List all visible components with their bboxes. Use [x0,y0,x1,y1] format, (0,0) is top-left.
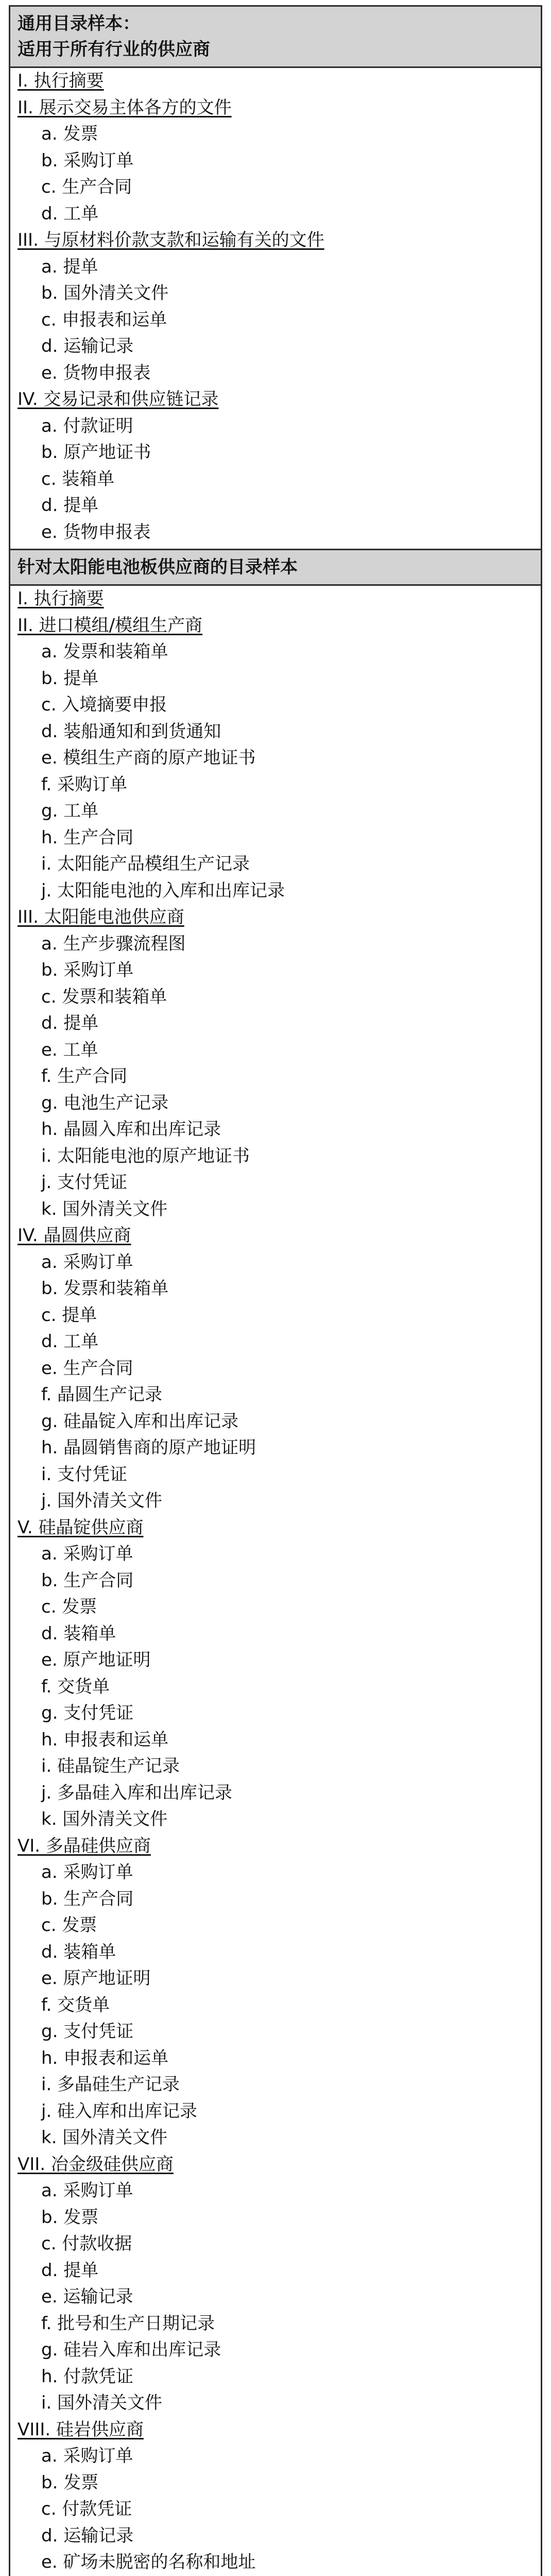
toc-heading-text: III. 与原材料价款支款和运输有关的文件 [18,230,324,250]
toc-item [10,1621,541,1648]
toc-item-text: i. 支付凭证 [41,1464,128,1485]
toc-item [10,1647,541,1674]
toc-table [9,5,542,2576]
toc-item [10,2019,541,2045]
toc-item-text: b. 采购订单 [41,960,134,980]
toc-item [10,1090,541,1117]
toc-item-text: b. 发票和装箱单 [41,1278,169,1299]
toc-item-text: j. 硅入库和出库记录 [41,2100,198,2122]
toc-item-text: h. 晶圆销售商的原产地证明 [41,1437,256,1458]
toc-item-text: h. 申报表和运单 [41,1729,169,1750]
toc-item-text: c. 申报表和运单 [41,309,167,330]
toc-item-text: d. 提单 [41,2260,99,2281]
toc-item [10,1063,541,1090]
toc-item-text: c. 付款收据 [41,2233,132,2254]
toc-item-text: k. 国外清关文件 [41,1809,168,1829]
toc-item-text: g. 支付凭证 [41,2021,134,2042]
toc-heading [10,1223,541,1249]
toc-item-text: b. 原产地证书 [41,442,151,463]
toc-item [10,1409,541,1435]
toc-item-text: e. 货物申报表 [41,362,151,383]
toc-item [10,121,541,148]
toc-item [10,1488,541,1515]
toc-heading-text: II. 进口模组/模组生产商 [18,615,203,636]
toc-heading-text: VII. 冶金级硅供应商 [18,2154,174,2175]
toc-item [10,174,541,201]
toc-item [10,1700,541,1727]
toc-item-text: a. 付款证明 [41,415,133,436]
toc-heading-text: IV. 交易记录和供应链记录 [18,389,219,410]
toc-item-text: c. 生产合同 [41,177,132,197]
toc-item-text: g. 电池生产记录 [41,1092,169,1113]
toc-item-text: b. 生产合同 [41,1888,134,1909]
toc-item-text: e. 生产合同 [41,1358,133,1379]
toc-item [10,466,541,493]
toc-item-text: e. 矿场未脱密的名称和地址 [41,2552,256,2572]
toc-item [10,519,541,546]
toc-heading-text: VI. 多晶硅供应商 [18,1835,151,1856]
toc-item [10,2443,541,2470]
toc-item [10,1170,541,1196]
general-section-header [10,7,541,68]
toc-item-text: d. 装船通知和到货通知 [41,721,221,742]
toc-item [10,851,541,878]
toc-item [10,1249,541,1276]
toc-item-text: c. 装箱单 [41,468,115,489]
toc-item [10,333,541,360]
toc-item-text: b. 发票 [41,2207,99,2228]
toc-item [10,1806,541,1833]
toc-item [10,1886,541,1913]
toc-item-text: k. 国外清关文件 [41,1198,168,1219]
toc-item-text: f. 批号和生产日期记录 [41,2313,215,2334]
toc-item [10,1037,541,1064]
toc-item [10,280,541,307]
toc-item [10,1355,541,1382]
toc-item-text: j. 国外清关文件 [41,1490,163,1511]
toc-item-text: c. 发票 [41,1915,97,1936]
toc-item-text: c. 发票 [41,1597,97,1617]
solar-title: 针对太阳能电池板供应商的目录样本 [18,557,298,578]
toc-item-text: g. 工单 [41,801,99,821]
toc-item-text: f. 生产合同 [41,1066,128,1087]
toc-item [10,1276,541,1302]
toc-item-text: h. 申报表和运单 [41,2047,169,2069]
toc-item-text: j. 支付凭证 [41,1172,128,1193]
toc-item-text: a. 采购订单 [41,1251,133,1273]
toc-item-text: a. 采购订单 [41,2446,133,2466]
toc-item [10,1462,541,1488]
toc-item [10,493,541,519]
toc-item-text: e. 运输记录 [41,2286,133,2307]
general-title-line1: 通用目录样本： [18,13,140,34]
toc-item-text: b. 采购订单 [41,150,134,171]
toc-item [10,2178,541,2205]
toc-item [10,1116,541,1143]
toc-item [10,1329,541,1355]
toc-item-text: d. 工单 [41,1331,99,1352]
toc-heading [10,586,541,613]
toc-item [10,2258,541,2284]
toc-item-text: k. 国外清关文件 [41,2127,168,2148]
toc-item [10,1939,541,1966]
toc-item [10,772,541,799]
toc-item [10,2470,541,2497]
toc-item-text: h. 晶圆入库和出库记录 [41,1119,221,1140]
toc-item [10,1382,541,1409]
toc-item-text: g. 硅岩入库和出库记录 [41,2340,221,2360]
toc-item [10,2098,541,2125]
toc-heading [10,2151,541,2178]
toc-item [10,1302,541,1329]
toc-item [10,2205,541,2231]
toc-item [10,254,541,281]
toc-item-text: i. 国外清关文件 [41,2393,163,2413]
toc-item [10,439,541,466]
toc-item-text: h. 生产合同 [41,827,134,848]
general-section-list [10,68,541,549]
toc-item [10,1992,541,2019]
toc-item [10,1541,541,1568]
toc-item [10,878,541,905]
toc-item-text: j. 多晶硅入库和出库记录 [41,1782,233,1803]
toc-item [10,931,541,958]
toc-item-text: e. 原产地证明 [41,1650,151,1670]
toc-item-text: i. 多晶硅生产记录 [41,2074,180,2095]
toc-heading [10,68,541,95]
toc-item-text: i. 太阳能电池的原产地证书 [41,1145,250,1166]
toc-item [10,745,541,772]
toc-heading-text: II. 展示交易主体各方的文件 [18,97,232,118]
toc-item [10,360,541,387]
toc-item [10,1010,541,1037]
toc-item-text: d. 装箱单 [41,1623,116,1644]
toc-heading-text: I. 执行摘要 [18,71,104,91]
toc-item-text: a. 采购订单 [41,2180,133,2201]
toc-item [10,2045,541,2072]
toc-item-text: a. 发票和装箱单 [41,641,168,662]
toc-item [10,2364,541,2391]
toc-item [10,1674,541,1701]
toc-item [10,692,541,719]
toc-item [10,2072,541,2098]
toc-item [10,719,541,745]
toc-item [10,1727,541,1754]
toc-item-text: d. 提单 [41,1013,99,1033]
toc-item [10,2390,541,2417]
toc-heading-text: VIII. 硅岩供应商 [18,2419,144,2440]
toc-heading [10,386,541,413]
toc-item-text: e. 货物申报表 [41,521,151,543]
toc-item-text: f. 采购订单 [41,774,128,795]
toc-item [10,2523,541,2550]
toc-item [10,1753,541,1780]
toc-item-text: g. 硅晶锭入库和出库记录 [41,1411,239,1432]
toc-item-text: e. 原产地证明 [41,1968,151,1989]
toc-item [10,666,541,692]
toc-item [10,2284,541,2311]
toc-item [10,2337,541,2364]
toc-item [10,1196,541,1223]
toc-item [10,307,541,334]
toc-heading [10,904,541,931]
toc-item [10,2549,541,2576]
toc-item-text: b. 提单 [41,668,99,689]
toc-item-text: b. 国外清关文件 [41,283,169,303]
toc-item [10,984,541,1011]
toc-item-text: d. 运输记录 [41,336,134,357]
toc-item [10,639,541,666]
toc-item-text: j. 太阳能电池的入库和出库记录 [41,880,285,901]
toc-heading [10,95,541,122]
toc-item-text: b. 发票 [41,2472,99,2493]
toc-item-text: a. 采购订单 [41,1862,133,1883]
general-title-line2: 适用于所有行业的供应商 [18,39,210,60]
toc-item [10,2231,541,2258]
toc-heading-text: I. 执行摘要 [18,588,104,609]
solar-section-list [10,586,541,2576]
toc-item-text: d. 装箱单 [41,1941,116,1962]
toc-heading-text: V. 硅晶锭供应商 [18,1517,144,1538]
toc-item [10,2125,541,2151]
toc-item [10,825,541,852]
toc-item-text: c. 付款凭证 [41,2499,132,2519]
toc-item [10,1912,541,1939]
toc-item-text: a. 发票 [41,124,98,144]
toc-item-text: d. 工单 [41,203,99,224]
toc-item-text: a. 生产步骤流程图 [41,933,186,954]
toc-item-text: i. 硅晶锭生产记录 [41,1756,180,1776]
toc-heading [10,2417,541,2444]
toc-item [10,148,541,175]
toc-item [10,1965,541,1992]
toc-item-text: c. 入境摘要申报 [41,694,167,715]
toc-item [10,2311,541,2337]
toc-item [10,1859,541,1886]
toc-heading [10,1833,541,1860]
toc-item-text: g. 支付凭证 [41,1703,134,1723]
toc-heading-text: III. 太阳能电池供应商 [18,907,184,927]
toc-item-text: f. 晶圆生产记录 [41,1384,163,1405]
toc-item-text: d. 提单 [41,495,99,516]
toc-item-text: f. 交货单 [41,1676,110,1697]
toc-item [10,1780,541,1807]
toc-item-text: c. 提单 [41,1304,97,1326]
toc-item-text: f. 交货单 [41,1994,110,2015]
toc-item-text: c. 发票和装箱单 [41,986,167,1007]
toc-item [10,957,541,984]
toc-item [10,413,541,440]
toc-item-text: b. 生产合同 [41,1570,134,1591]
toc-item [10,1143,541,1170]
toc-item-text: e. 工单 [41,1039,98,1060]
toc-item-text: e. 模组生产商的原产地证书 [41,748,256,768]
toc-heading [10,1515,541,1541]
toc-item [10,2496,541,2523]
toc-heading [10,227,541,254]
solar-section-header [10,549,541,586]
toc-item [10,798,541,825]
toc-item-text: a. 提单 [41,256,98,277]
toc-heading [10,613,541,639]
toc-item [10,1594,541,1621]
toc-item-text: a. 采购订单 [41,1544,133,1564]
toc-heading-text: IV. 晶圆供应商 [18,1225,131,1246]
toc-item [10,1568,541,1595]
toc-item [10,201,541,228]
toc-item-text: d. 运输记录 [41,2525,134,2546]
toc-item-text: i. 太阳能产品模组生产记录 [41,854,250,874]
toc-item-text: h. 付款凭证 [41,2366,134,2387]
toc-item [10,1435,541,1462]
